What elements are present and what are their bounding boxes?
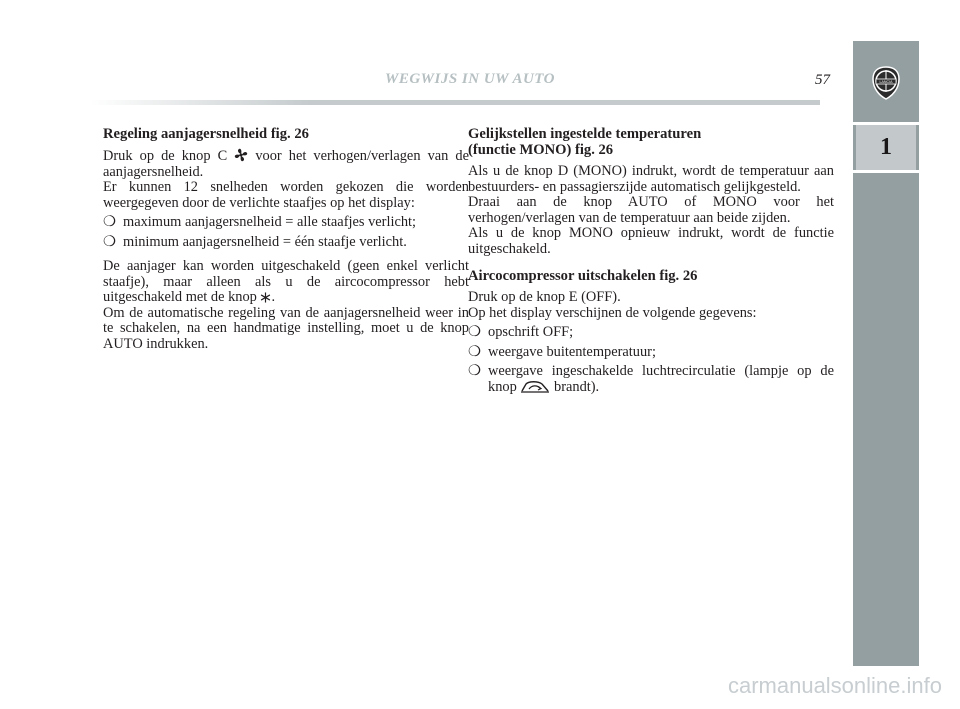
left-column xyxy=(103,126,469,352)
list-item-text: weergave buitentemperatuur; xyxy=(488,343,656,360)
section-heading-compressor-off: Aircocompressor uitschakelen fig. 26 xyxy=(468,268,698,284)
list-item xyxy=(468,345,834,361)
lancia-logo-icon xyxy=(868,65,904,101)
page-number: 57 xyxy=(815,72,830,88)
bullet-mark-icon: ❍ xyxy=(468,343,481,360)
header-rule xyxy=(90,100,820,105)
bullet-mark-icon: ❍ xyxy=(103,214,116,230)
bullet-mark-icon: ❍ xyxy=(468,363,481,379)
heading-line: (functie MONO) fig. 26 xyxy=(468,142,614,158)
right-column xyxy=(468,126,834,399)
paragraph: Er kunnen 12 snelheden worden gekozen die worden weergegeven door de verlichte staafjes op het display: xyxy=(103,179,469,211)
bullet-mark-icon: ❍ xyxy=(468,324,481,340)
heading-line: Gelijkstellen ingestelde temperaturen xyxy=(468,126,702,142)
section-heading-fan-speed: Regeling aanjagersnelheid fig. 26 xyxy=(103,126,309,142)
recirculation-car-icon xyxy=(520,380,550,393)
bullet-mark-icon: ❍ xyxy=(103,233,116,250)
paragraph: Op het display verschijnen de volgende gegevens: xyxy=(468,304,757,321)
paragraph xyxy=(103,259,469,306)
text-span: . xyxy=(271,289,276,305)
paragraph: Als u de knop MONO opnieuw indrukt, wordt de functie uitgeschakeld. xyxy=(468,225,834,257)
paragraph: Om de automatische regeling van de aanjagersnelheid weer in te schakelen, na een handmatige instelling, moet u de knop AUTO indrukken. xyxy=(103,304,469,352)
list-item-text: opschrift OFF; xyxy=(488,324,574,340)
bullet-list xyxy=(103,215,469,250)
paragraph: Als u de knop D (MONO) indrukt, wordt de temperatuur aan bestuurders- en passagierszijde automatisch gelijkgesteld. xyxy=(468,163,834,195)
paragraph xyxy=(103,148,469,180)
list-item xyxy=(103,235,469,251)
list-item-text: weergave ingeschakelde luchtrecirculatie (lampje op de knop xyxy=(488,363,834,395)
text-span: Druk op de knop C xyxy=(103,148,228,164)
text-span: De aanjager kan worden uitgeschakeld (geen enkel verlicht staafje), maar alleen als u de aircocompressor hebt uitgeschakeld met de knop xyxy=(103,258,469,305)
text-span: voor het verhogen/verlagen van de aanjagersnelheid. xyxy=(103,148,469,180)
svg-text:LANCIA: LANCIA xyxy=(879,80,893,85)
list-item-text: minimum aanjagersnelheid = één staafje verlicht. xyxy=(123,233,407,250)
list-item xyxy=(468,364,834,395)
watermark: carmanualsonline.info xyxy=(727,673,942,698)
list-item xyxy=(103,215,469,231)
list-item-text: brandt). xyxy=(554,378,600,395)
paragraph: Draai aan de knop AUTO of MONO voor het verhogen/verlagen van de temperatuur aan beide zijden. xyxy=(468,194,834,226)
list-item-text: maximum aanjagersnelheid = alle staafjes verlicht; xyxy=(123,214,417,230)
bullet-list xyxy=(468,325,834,395)
paragraph: Druk op de knop E (OFF). xyxy=(468,289,621,305)
fan-icon xyxy=(234,148,248,162)
running-title: WEGWIJS IN UW AUTO xyxy=(384,71,555,87)
list-item xyxy=(468,325,834,341)
snowflake-icon xyxy=(260,292,271,303)
chapter-number: 1 xyxy=(856,125,916,170)
section-heading-mono xyxy=(468,126,834,158)
tab-divider-bottom xyxy=(853,170,919,173)
